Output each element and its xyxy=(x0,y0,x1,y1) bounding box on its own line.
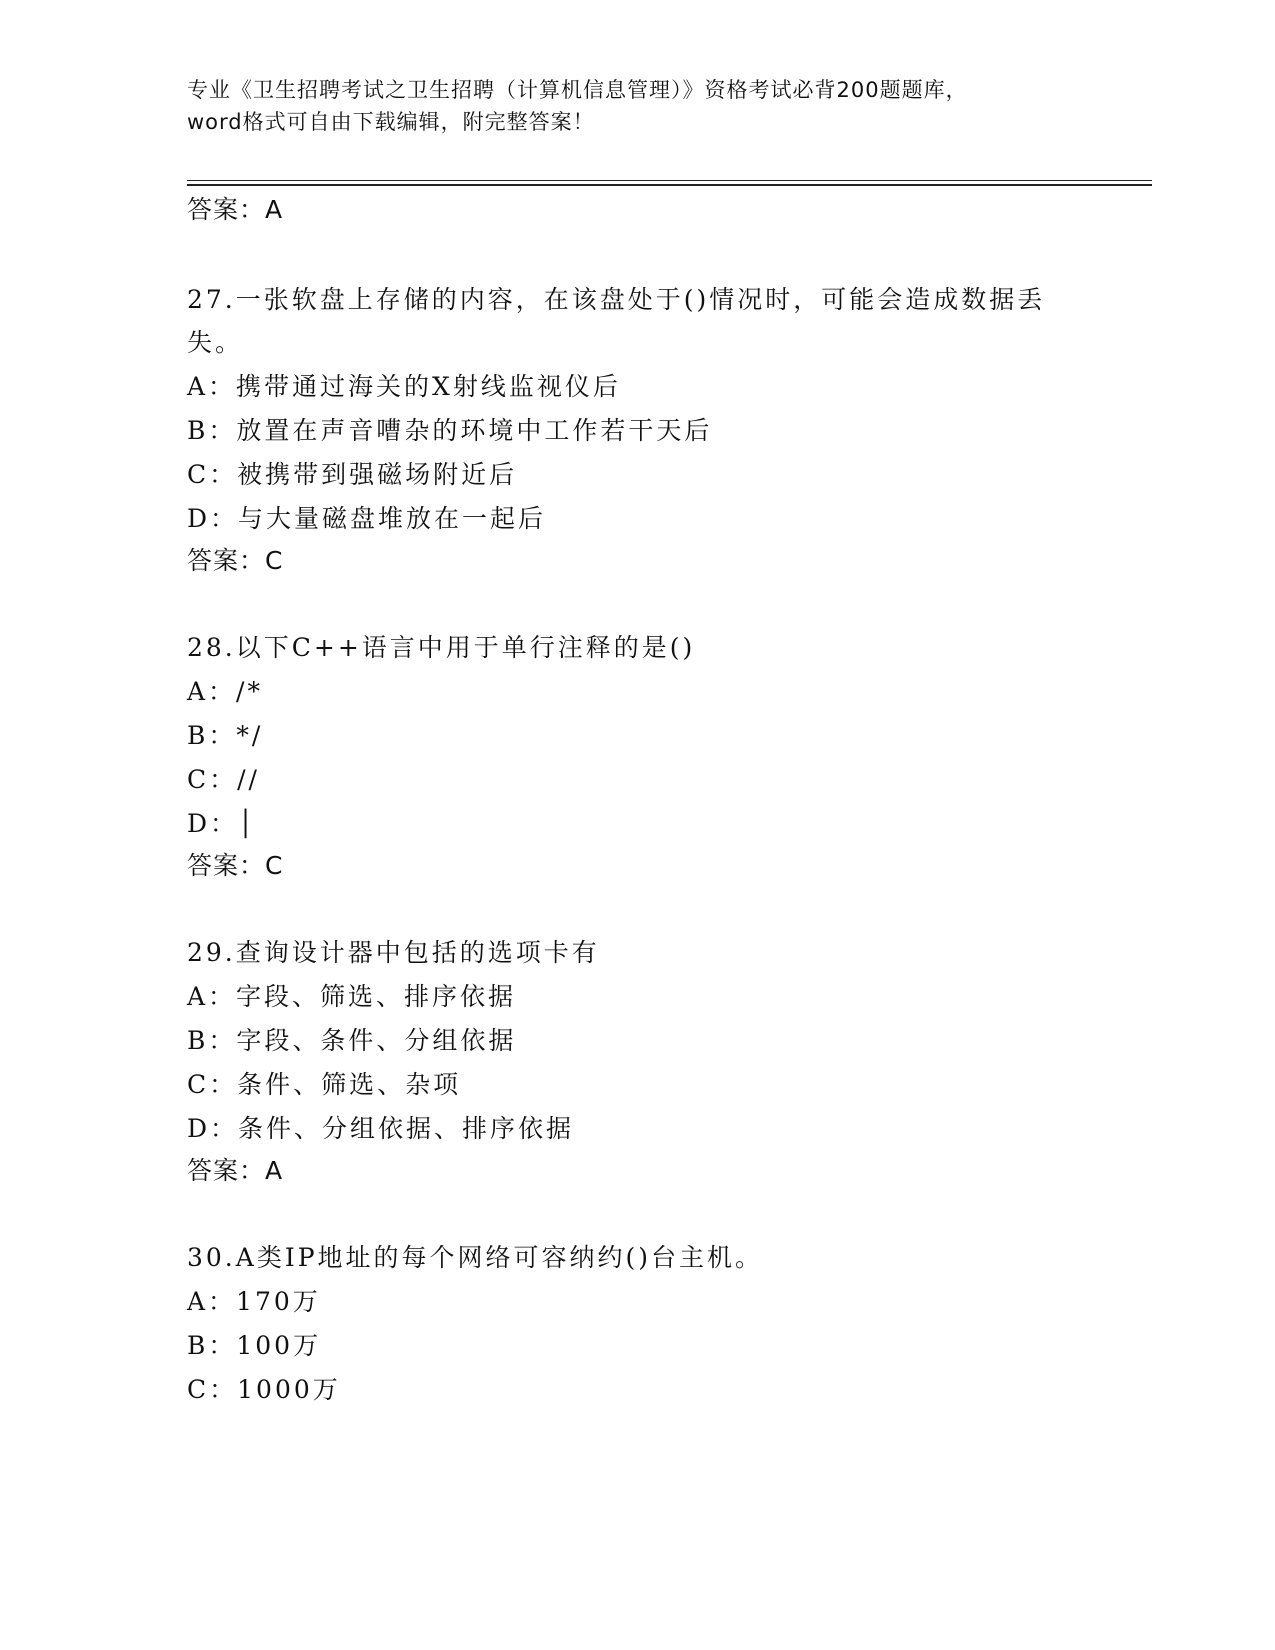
question-27-option-d: D：与大量磁盘堆放在一起后 xyxy=(187,504,547,533)
question-28-stem: 28.以下C++语言中用于单行注释的是() xyxy=(187,633,696,662)
header-line-1: 专业《卫生招聘考试之卫生招聘（计算机信息管理）》资格考试必背200题题库， xyxy=(187,78,968,102)
question-27-stem-line-2: 失。 xyxy=(187,328,244,357)
question-29-option-d: D：条件、分组依据、排序依据 xyxy=(187,1114,575,1143)
question-29-answer: 答案：A xyxy=(187,1156,284,1185)
question-28-option-d: D：│ xyxy=(187,809,257,838)
question-29-option-a: A：字段、筛选、排序依据 xyxy=(187,982,517,1011)
question-27-stem-line-1: 27.一张软盘上存储的内容，在该盘处于()情况时，可能会造成数据丢 xyxy=(187,285,1046,314)
header-divider-thin xyxy=(187,180,1152,181)
question-27-answer: 答案：C xyxy=(187,546,284,575)
question-28-option-b: B：*/ xyxy=(187,721,264,750)
answer-26: 答案：A xyxy=(187,195,284,224)
header-line-2: word格式可自由下载编辑，附完整答案！ xyxy=(187,110,595,134)
document-header xyxy=(187,74,1087,138)
question-28-option-c: C：// xyxy=(187,765,260,794)
question-27-option-b: B：放置在声音嘈杂的环境中工作若干天后 xyxy=(187,416,713,445)
question-30-option-a: A：170万 xyxy=(187,1287,321,1316)
question-27-option-c: C：被携带到强磁场附近后 xyxy=(187,460,518,489)
question-30-stem: 30.A类IP地址的每个网络可容纳约()台主机。 xyxy=(187,1243,764,1272)
question-30-option-b: B：100万 xyxy=(187,1331,322,1360)
header-divider-thick xyxy=(187,184,1152,186)
question-27-option-a: A：携带通过海关的X射线监视仪后 xyxy=(187,372,621,401)
question-29-option-b: B：字段、条件、分组依据 xyxy=(187,1026,517,1055)
question-28-option-a: A：/* xyxy=(187,677,263,706)
question-28-answer: 答案：C xyxy=(187,851,284,880)
question-30-option-c: C：1000万 xyxy=(187,1375,341,1404)
question-29-stem: 29.查询设计器中包括的选项卡有 xyxy=(187,938,600,967)
question-29-option-c: C：条件、筛选、杂项 xyxy=(187,1070,462,1099)
